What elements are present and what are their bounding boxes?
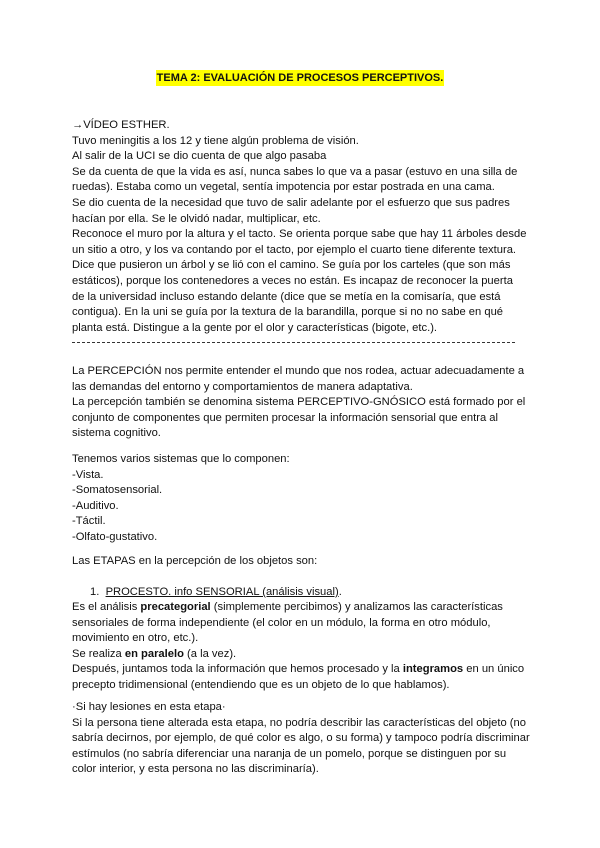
video-line: Dice que pusieron un árbol y se lió con el camino. Se guía por los carteles (que son más — [72, 259, 511, 272]
stage-line — [72, 662, 532, 678]
item-label: PROCESTO. info SENSORIAL (análisis visual) — [105, 586, 339, 598]
video-line: Reconoce el muro por la altura y el tacto. Se orienta porque sabe que hay 11 árboles desde — [72, 228, 527, 241]
text-run: en un único — [463, 663, 525, 676]
video-line: de la universidad incluso estando delante (dice que se metía en la comisaría, que está — [72, 290, 501, 303]
page-title: TEMA 2: EVALUACIÓN DE PROCESOS PERCEPTIVOS. — [156, 72, 444, 84]
text-run: Después, juntamos toda la información que hemos procesado y la — [72, 663, 403, 676]
perception-intro — [72, 364, 532, 442]
stages-intro-text: Las ETAPAS en la percepción de los objetos son: — [72, 555, 318, 567]
title-wrap — [0, 70, 600, 87]
video-line: Se dio cuenta de la necesidad que tuvo de salir adelante por el esfuerzo que sus padres — [72, 196, 510, 209]
intro-line: conjunto de componentes que permiten procesar la información sensorial que entra al — [72, 411, 498, 424]
stage-line — [72, 647, 532, 663]
text-run: (simplemente percibimos) y analizamos las características — [210, 601, 503, 613]
lesions-line: Si la persona tiene alterada esta etapa, no podría describir las características del objeto (no — [72, 716, 526, 729]
list-item: -Vista. — [72, 468, 104, 481]
dashed-divider — [72, 342, 515, 343]
list-item: -Táctil. — [72, 515, 106, 528]
bold-term: integramos — [402, 663, 464, 676]
video-line: ruedas). Estaba como un vegetal, sentía impotencia por estar postrada en una cama. — [72, 181, 495, 194]
lesions-line: estímulos (no sabría diferenciar una naranja de un pomelo, porque se distinguen por su — [72, 747, 507, 760]
stage-line: movimiento en otro, etc.). — [72, 632, 199, 645]
lesions-section — [72, 700, 532, 778]
systems-intro: Tenemos varios sistemas que lo componen: — [72, 453, 290, 465]
stage-description — [72, 600, 532, 694]
list-item: -Olfato-gustativo. — [72, 530, 158, 543]
intro-line: La percepción también se denomina sistema PERCEPTIVO-GNÓSICO está formado por el — [72, 396, 526, 409]
lesions-line: sabría decirnos, por ejemplo, de qué color es algo, o su forma) y tampoco podría discriminar — [72, 732, 530, 745]
intro-line: sistema cognitivo. — [72, 427, 161, 440]
bold-term: en paralelo — [124, 647, 184, 660]
item-suffix: . — [338, 586, 342, 598]
video-line: Se da cuenta de que la vida es así, nunca sabes lo que va a pasar (estuvo en una silla de — [72, 165, 518, 178]
lesions-heading: ·Si hay lesiones en esta etapa· — [72, 701, 226, 713]
intro-line: La PERCEPCIÓN nos permite entender el mundo que nos rodea, actuar adecuadamente a — [72, 365, 525, 377]
text-run: Es el análisis — [72, 601, 141, 613]
systems-list — [72, 452, 532, 546]
video-line: contigua). En la uni se guía por la textura de la barandilla, porque si no no sabe en qué — [72, 306, 504, 319]
video-line: un sitio a otro, y los va contando por el tacto, por ejemplo el cuarto tiene diferente textura. — [72, 243, 517, 256]
video-line: planta está. Distingue a la gente por el olor y características (bigote, etc.). — [72, 321, 438, 334]
stage-line — [72, 600, 532, 616]
text-run: (a la vez). — [183, 647, 237, 660]
stage-line: precepto tridimensional (entendiendo que es un objeto de lo que hablamos). — [72, 678, 450, 691]
text-run: Se realiza — [72, 647, 125, 660]
lesions-line: color interior, y esta persona no las discriminaría). — [72, 763, 319, 776]
video-line: estáticos), porque los contenedores a veces no están. Es incapaz de reconocer la puerta — [72, 274, 513, 287]
stages-intro — [72, 554, 532, 570]
bold-term: precategorial — [140, 601, 211, 613]
video-line: hacían por ella. Se le olvidó nadar, multiplicar, etc. — [72, 212, 321, 225]
intro-line: las demandas del entorno y comportamientos de manera adaptativa. — [72, 380, 413, 393]
item-number: 1. — [90, 586, 100, 598]
numbered-item — [90, 585, 342, 601]
video-section — [72, 118, 532, 336]
stage-line: sensoriales de forma independiente (el color en un módulo, la forma en otro módulo, — [72, 616, 491, 629]
video-line: Al salir de la UCI se dio cuenta de que algo pasaba — [72, 150, 327, 163]
video-line: Tuvo meningitis a los 12 y tiene algún problema de visión. — [72, 134, 359, 147]
list-item: -Somatosensorial. — [72, 484, 163, 497]
video-heading: →VÍDEO ESTHER. — [72, 119, 170, 131]
list-item: -Auditivo. — [72, 499, 119, 512]
